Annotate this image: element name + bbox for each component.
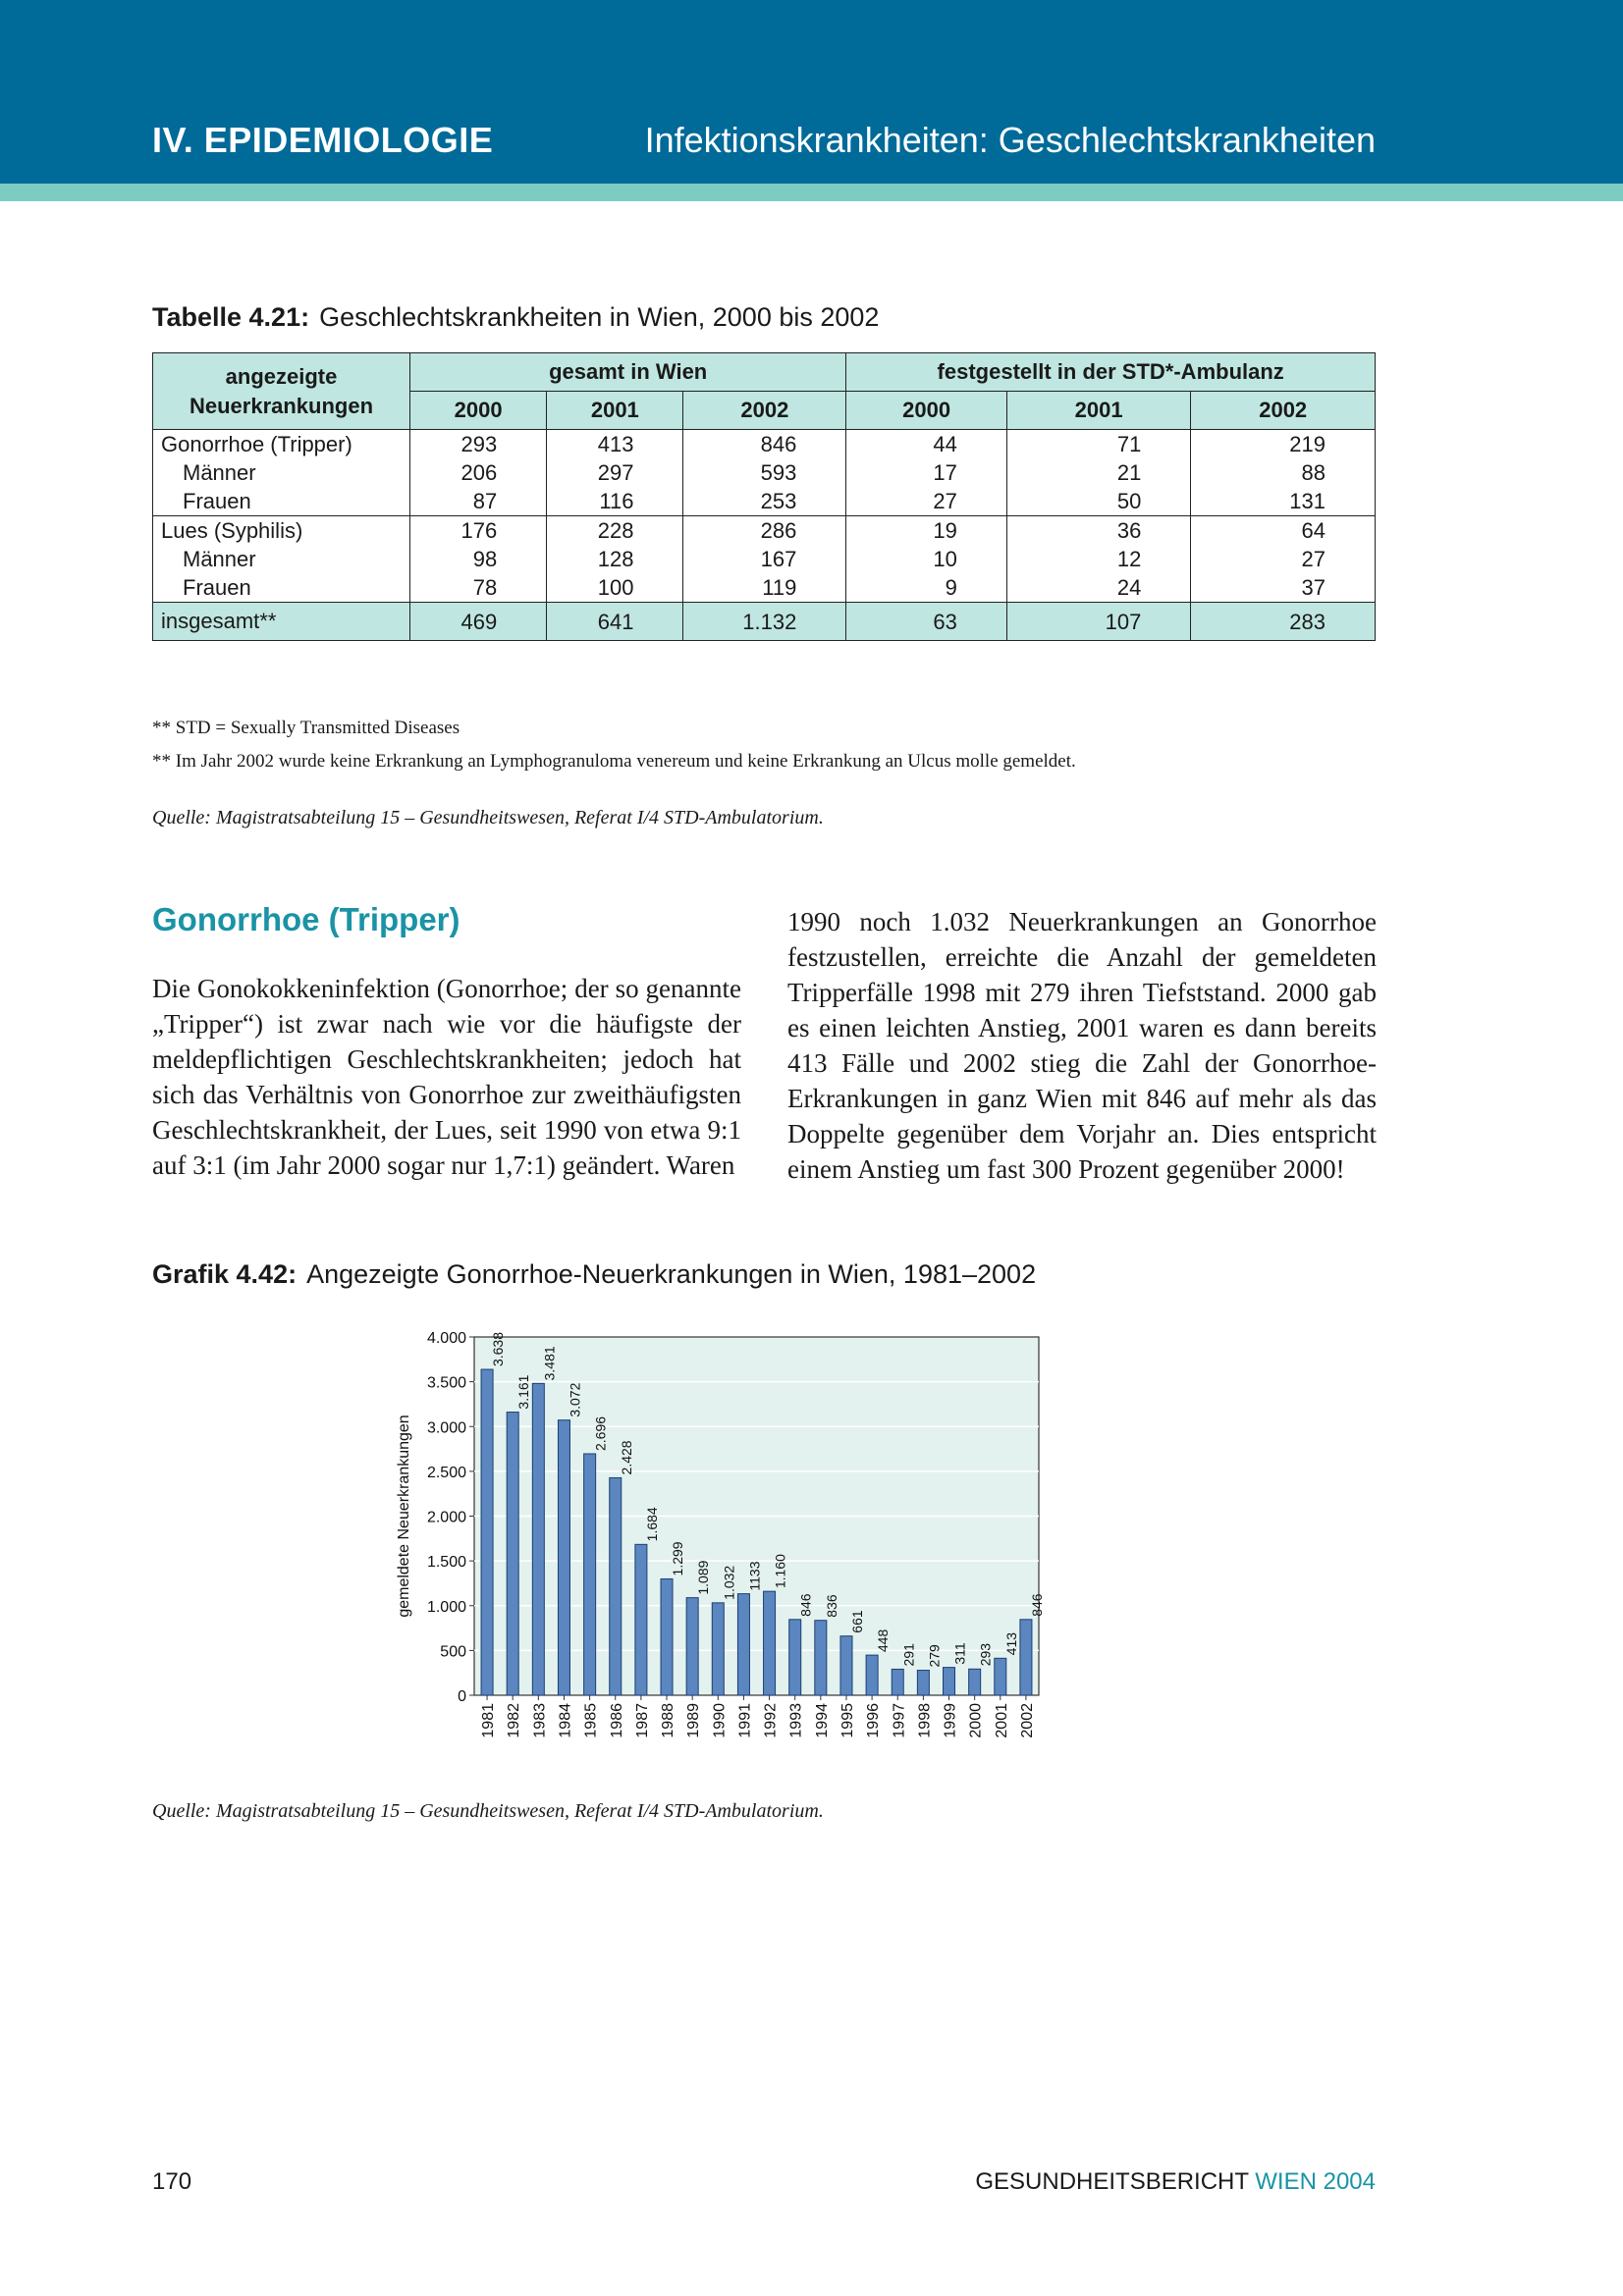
row-label: insgesamt** bbox=[153, 603, 410, 641]
bar bbox=[866, 1655, 878, 1695]
table-caption bbox=[152, 302, 879, 333]
x-tick-label: 1989 bbox=[685, 1703, 703, 1738]
bar bbox=[686, 1598, 698, 1695]
bar-value-label: 846 bbox=[1028, 1593, 1045, 1617]
bar bbox=[635, 1544, 647, 1695]
table-cell: 63 bbox=[846, 603, 1007, 641]
row-label: Frauen bbox=[183, 489, 251, 513]
bar-value-label: 311 bbox=[951, 1642, 968, 1665]
table-row-gonorrhoe bbox=[153, 430, 1376, 516]
row-label: Männer bbox=[183, 547, 256, 571]
header-stripe bbox=[0, 184, 1623, 201]
body-text-right: 1990 noch 1.032 Neuerkrankungen an Gonorrhoe festzustellen, erreichte die Anzahl der gemeldeten Tripperfälle 1998 mit 279 ihren Tiefststand. 2000 gab es einen leichten Anstieg, 2001 waren es dann bereits 413 Fälle und 2002 stieg die Zahl der Gonorrhoe-Erkrankungen in ganz Wien mit 846 auf mehr als das Doppelte gegenüber dem Vorjahr an. Dies entspricht einem Anstieg um fast 300 Prozent gegenüber 2000! bbox=[787, 907, 1377, 1184]
x-tick-label: 1998 bbox=[916, 1703, 934, 1738]
table-cell: 71 21 50 bbox=[1006, 430, 1191, 516]
x-tick-label: 1987 bbox=[633, 1703, 651, 1738]
y-tick-label: 1.000 bbox=[426, 1598, 466, 1616]
y-tick-label: 0 bbox=[458, 1688, 466, 1705]
bar bbox=[944, 1668, 955, 1695]
year-header: 2001 bbox=[547, 392, 683, 430]
report-city: WIEN 2004 bbox=[1255, 2168, 1376, 2195]
bar bbox=[661, 1578, 673, 1695]
y-tick-label: 500 bbox=[440, 1643, 466, 1661]
bar bbox=[584, 1454, 596, 1695]
bar-value-label: 293 bbox=[977, 1642, 994, 1667]
y-tick-label: 3.000 bbox=[426, 1419, 466, 1437]
table-cell: 286 167 119 bbox=[683, 516, 846, 603]
bar-value-label: 1.032 bbox=[721, 1565, 737, 1600]
bar-value-label: 1133 bbox=[746, 1561, 763, 1591]
bar bbox=[995, 1658, 1006, 1695]
year-header: 2000 bbox=[410, 392, 547, 430]
report-name: GESUNDHEITSBERICHT bbox=[975, 2168, 1249, 2195]
bar-value-label: 661 bbox=[848, 1610, 865, 1633]
page-number: 170 bbox=[152, 2168, 192, 2195]
year-header: 2002 bbox=[1191, 392, 1376, 430]
x-tick-label: 1992 bbox=[762, 1703, 780, 1738]
report-title bbox=[975, 2168, 1376, 2196]
chart-source: Quelle: Magistratsabteilung 15 – Gesundheitswesen, Referat I/4 STD-Ambulatorium. bbox=[152, 1800, 824, 1822]
table-cell: 641 bbox=[547, 603, 683, 641]
section-title: Gonorrhoe (Tripper) bbox=[152, 901, 460, 937]
x-tick-label: 2000 bbox=[967, 1703, 985, 1738]
table-cell: 176 98 78 bbox=[410, 516, 547, 603]
x-tick-label: 1991 bbox=[736, 1703, 754, 1738]
table-cell: 107 bbox=[1006, 603, 1191, 641]
bar-value-label: 836 bbox=[823, 1594, 839, 1618]
x-tick-label: 1993 bbox=[787, 1703, 805, 1738]
bar-value-label: 3.161 bbox=[515, 1374, 532, 1410]
year-header: 2001 bbox=[1006, 392, 1191, 430]
table-cell: 36 12 24 bbox=[1006, 516, 1191, 603]
bar-value-label: 3.638 bbox=[490, 1331, 507, 1367]
year-header: 2000 bbox=[846, 392, 1007, 430]
bar-value-label: 3.072 bbox=[567, 1382, 583, 1417]
table-caption-text: Geschlechtskrankheiten in Wien, 2000 bis 2002 bbox=[319, 302, 880, 332]
table-cell: 846 593 253 bbox=[683, 430, 846, 516]
y-tick-label: 2.000 bbox=[426, 1509, 466, 1526]
x-tick-label: 2001 bbox=[993, 1703, 1010, 1738]
table-cell: 293 206 87 bbox=[410, 430, 547, 516]
bar bbox=[764, 1591, 776, 1695]
bar bbox=[610, 1477, 622, 1695]
row-label: Frauen bbox=[183, 575, 251, 600]
year-header: 2002 bbox=[683, 392, 846, 430]
section-heading: Infektionskrankheiten: Geschlechtskrankheiten bbox=[644, 120, 1376, 160]
table-cell: 283 bbox=[1191, 603, 1376, 641]
bar-value-label: 2.696 bbox=[592, 1415, 609, 1451]
bar-value-label: 279 bbox=[926, 1644, 943, 1668]
chart-caption-text: Angezeigte Gonorrhoe-Neuerkrankungen in Wien, 1981–2002 bbox=[306, 1259, 1037, 1289]
bar bbox=[737, 1594, 749, 1695]
x-tick-label: 1999 bbox=[942, 1703, 959, 1738]
table-cell: 64 27 37 bbox=[1191, 516, 1376, 603]
y-tick-label: 1.500 bbox=[426, 1554, 466, 1572]
bar bbox=[481, 1369, 493, 1695]
footnote: ** STD = Sexually Transmitted Diseases bbox=[152, 718, 460, 738]
bar bbox=[840, 1636, 852, 1695]
x-tick-label: 1982 bbox=[506, 1703, 523, 1738]
x-tick-label: 1995 bbox=[839, 1703, 856, 1738]
chart-caption bbox=[152, 1259, 1036, 1290]
bar-value-label: 1.299 bbox=[670, 1541, 686, 1576]
x-tick-label: 1986 bbox=[608, 1703, 625, 1738]
bar bbox=[507, 1413, 518, 1695]
row-label: Männer bbox=[183, 460, 256, 485]
table-cell: 219 88 131 bbox=[1191, 430, 1376, 516]
table-caption-label: Tabelle 4.21: bbox=[152, 302, 310, 332]
footnote: ** Im Jahr 2002 wurde keine Erkrankung an Lymphogranuloma venereum und keine Erkrankung an Ulcus molle gemeldet. bbox=[152, 751, 1076, 772]
bar bbox=[789, 1620, 801, 1695]
chart-caption-label: Grafik 4.42: bbox=[152, 1259, 298, 1289]
bar bbox=[917, 1671, 929, 1695]
bar bbox=[558, 1420, 569, 1695]
bar bbox=[969, 1669, 981, 1695]
bar bbox=[712, 1603, 724, 1695]
y-tick-label: 2.500 bbox=[426, 1464, 466, 1481]
table-cell: 44 17 27 bbox=[846, 430, 1007, 516]
y-tick-label: 4.000 bbox=[426, 1330, 466, 1347]
disease-table bbox=[152, 352, 1376, 641]
x-tick-label: 1994 bbox=[813, 1703, 831, 1738]
table-cell: 413 297 116 bbox=[547, 430, 683, 516]
table-source: Quelle: Magistratsabteilung 15 – Gesundheitswesen, Referat I/4 STD-Ambulatorium. bbox=[152, 807, 824, 828]
table-row-lues bbox=[153, 516, 1376, 603]
x-tick-label: 1984 bbox=[557, 1703, 574, 1738]
group-header-ambulanz: festgestellt in der STD*-Ambulanz bbox=[846, 353, 1376, 392]
table-cell: 469 bbox=[410, 603, 547, 641]
row-label: Gonorrhoe (Tripper) bbox=[161, 432, 352, 456]
bar bbox=[815, 1621, 827, 1695]
row-labels bbox=[153, 516, 410, 603]
bar-value-label: 3.481 bbox=[541, 1346, 558, 1381]
x-tick-label: 2002 bbox=[1018, 1703, 1036, 1738]
row-labels bbox=[153, 430, 410, 516]
x-tick-label: 1988 bbox=[660, 1703, 677, 1738]
table-row-total bbox=[153, 603, 1376, 641]
x-tick-label: 1990 bbox=[711, 1703, 729, 1738]
x-tick-label: 1996 bbox=[865, 1703, 883, 1738]
bar bbox=[1020, 1620, 1032, 1695]
x-tick-label: 1983 bbox=[531, 1703, 549, 1738]
group-header-wien: gesamt in Wien bbox=[410, 353, 846, 392]
bar-value-label: 1.684 bbox=[643, 1507, 660, 1542]
row-label: Lues (Syphilis) bbox=[161, 518, 303, 543]
gonorrhoe-bar-chart bbox=[383, 1315, 1070, 1757]
bar-value-label: 413 bbox=[1002, 1631, 1019, 1656]
bar-value-label: 846 bbox=[797, 1593, 814, 1617]
x-tick-label: 1981 bbox=[480, 1703, 498, 1738]
bar-value-label: 448 bbox=[875, 1629, 892, 1653]
bar bbox=[532, 1383, 544, 1695]
table-cell: 228 128 100 bbox=[547, 516, 683, 603]
body-text-left: Die Gonokokkeninfektion (Gonorrhoe; der so genannte „Tripper“) ist zwar nach wie vor die häufigste der meldepflichtigen Geschlechtskrankheiten; jedoch hat sich das Verhältnis von Gonorrhoe zur zweithäufigsten Geschlechtskrankheit, der Lues, seit 1990 von etwa 9:1 auf 3:1 (im Jahr 2000 sogar nur 1,7:1) geändert. Waren bbox=[152, 974, 741, 1180]
chapter-title: IV. EPIDEMIOLOGIE bbox=[152, 120, 494, 160]
bar-value-label: 2.428 bbox=[618, 1440, 634, 1475]
bar-value-label: 291 bbox=[900, 1643, 917, 1667]
y-axis-label: gemeldete Neuerkrankungen bbox=[396, 1415, 412, 1618]
bar bbox=[892, 1669, 903, 1695]
bar-value-label: 1.160 bbox=[772, 1554, 788, 1589]
table-corner-header: angezeigte Neuerkrankungen bbox=[153, 353, 410, 430]
table-cell: 1.132 bbox=[683, 603, 846, 641]
x-tick-label: 1997 bbox=[891, 1703, 908, 1738]
x-tick-label: 1985 bbox=[582, 1703, 600, 1738]
y-tick-label: 3.500 bbox=[426, 1374, 466, 1392]
bar-value-label: 1.089 bbox=[695, 1560, 712, 1595]
table-cell: 19 10 9 bbox=[846, 516, 1007, 603]
